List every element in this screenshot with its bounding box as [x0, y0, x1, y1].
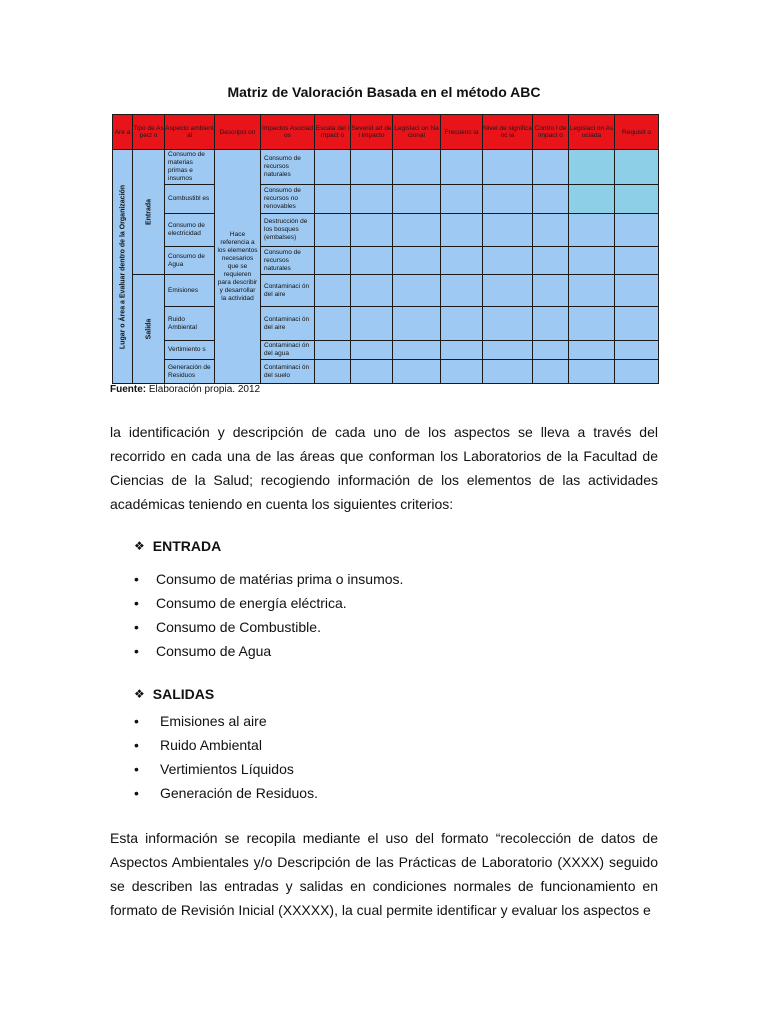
- intro-paragraph: la identificación y descripción de cada uno de los aspectos se lleva a través del recorrido en cada una de las áreas que conforman los Laboratorios de la Facultad de Ciencias de la Salud; recogiendo información de los elementos de las actividades académicas teniendo en cuenta los siguientes criterios:: [110, 424, 658, 512]
- header-cell-control-impacto: Contro l de impact o: [533, 115, 569, 150]
- list-item-text: Consumo de Agua: [156, 643, 272, 659]
- value-cell: [315, 214, 351, 247]
- bullet-dot-icon: •: [134, 571, 139, 587]
- value-cell: [315, 307, 351, 341]
- impact-cell: Contaminaci ón del suelo: [261, 360, 315, 384]
- table-row: [113, 150, 659, 185]
- value-cell: [615, 275, 659, 307]
- value-cell: [315, 360, 351, 384]
- value-cell: [533, 275, 569, 307]
- description-cell: Hace referencia a los elementos necesarios que se requieren para describir y desarrollar la actividad: [215, 150, 261, 384]
- value-cell: [483, 247, 533, 275]
- source-label: Fuente:: [110, 384, 147, 395]
- closing-paragraph: Esta información se recopila mediante el uso del formato “recolección de datos de Aspectos Ambientales y/o Descripción de las Prácticas de Laboratorio (XXXX) seguido se describen las entradas y salidas en condiciones normales de funcionamiento en formato de Revisión Inicial (XXXXX), la cual permite identificar y evaluar los aspectos e: [110, 830, 658, 918]
- value-cell: [393, 275, 441, 307]
- list-item-text: Consumo de Combustible.: [156, 619, 321, 635]
- value-cell: [351, 214, 393, 247]
- list-item-text: Consumo de energía eléctrica.: [156, 595, 347, 611]
- value-cell: [441, 341, 483, 360]
- value-cell: [569, 214, 615, 247]
- table-header-row: [113, 115, 659, 150]
- tipo-entrada-label: Entrada: [145, 198, 152, 226]
- value-cell: [569, 150, 615, 185]
- tipo-salida-cell: [133, 275, 165, 384]
- bullet-dot-icon: •: [134, 761, 139, 777]
- aspect-cell: Consumo de electricidad: [165, 214, 215, 247]
- value-cell: [393, 150, 441, 185]
- value-cell: [483, 150, 533, 185]
- value-cell: [351, 275, 393, 307]
- value-cell: [615, 185, 659, 214]
- value-cell: [441, 247, 483, 275]
- value-cell: [351, 185, 393, 214]
- bullet-dot-icon: •: [134, 595, 139, 611]
- value-cell: [351, 247, 393, 275]
- table-row: [113, 214, 659, 247]
- aspect-cell: Consumo de Agua: [165, 247, 215, 275]
- value-cell: [315, 185, 351, 214]
- source-text: Elaboración propia. 2012: [146, 384, 261, 395]
- value-cell: [569, 275, 615, 307]
- impact-cell: Consumo de recursos naturales: [261, 247, 315, 275]
- value-cell: [441, 307, 483, 341]
- value-cell: [441, 275, 483, 307]
- value-cell: [441, 185, 483, 214]
- value-cell: [615, 341, 659, 360]
- value-cell: [533, 360, 569, 384]
- value-cell: [315, 275, 351, 307]
- value-cell: [533, 341, 569, 360]
- value-cell: [393, 247, 441, 275]
- diamond-bullet-icon: ❖: [134, 687, 145, 701]
- value-cell: [441, 360, 483, 384]
- value-cell: [483, 214, 533, 247]
- value-cell: [533, 247, 569, 275]
- header-cell-escala: Escala del impact o: [315, 115, 351, 150]
- table-title: Matriz de Valoración Basada en el método ABC: [227, 84, 541, 100]
- table-row: [113, 307, 659, 341]
- value-cell: [393, 185, 441, 214]
- table-row: [113, 341, 659, 360]
- tipo-entrada-cell: [133, 150, 165, 275]
- list-item-text: Consumo de matérias prima o insumos.: [156, 571, 404, 587]
- value-cell: [483, 307, 533, 341]
- value-cell: [569, 185, 615, 214]
- value-cell: [351, 341, 393, 360]
- section-heading-entrada: [134, 538, 221, 554]
- table-row: [113, 185, 659, 214]
- aspect-cell: Vertimiento s: [165, 341, 215, 360]
- aspect-cell: Generación de Residuos: [165, 360, 215, 384]
- aspect-cell: Combustibl es: [165, 185, 215, 214]
- value-cell: [533, 185, 569, 214]
- value-cell: [483, 341, 533, 360]
- header-cell-tipo-aspecto: Tipo de Aspect o: [133, 115, 165, 150]
- header-cell-legislacion-asociada: Legislaci on Asociada: [569, 115, 615, 150]
- list-item-text: Vertimientos Líquidos: [160, 761, 294, 777]
- abc-valuation-matrix: [112, 114, 659, 384]
- value-cell: [483, 275, 533, 307]
- section-heading-text: SALIDAS: [152, 686, 215, 702]
- bullet-dot-icon: •: [134, 713, 139, 729]
- impact-cell: Destrucción de los bosques (embalses): [261, 214, 315, 247]
- diamond-bullet-icon: ❖: [134, 539, 145, 553]
- value-cell: [615, 247, 659, 275]
- value-cell: [615, 307, 659, 341]
- impact-cell: Consumo de recursos naturales: [261, 150, 315, 185]
- value-cell: [393, 307, 441, 341]
- header-cell-frecuencia: Frecuenc ia: [441, 115, 483, 150]
- value-cell: [483, 360, 533, 384]
- value-cell: [351, 360, 393, 384]
- table-source: [110, 384, 260, 395]
- value-cell: [569, 307, 615, 341]
- value-cell: [483, 185, 533, 214]
- value-cell: [533, 307, 569, 341]
- list-item-text: Ruido Ambiental: [160, 737, 262, 753]
- value-cell: [441, 150, 483, 185]
- section-heading-salidas: [134, 686, 214, 702]
- bullet-dot-icon: •: [134, 619, 139, 635]
- section-heading-text: ENTRADA: [152, 538, 222, 554]
- header-cell-impactos: Impactos Asociados: [261, 115, 315, 150]
- value-cell: [393, 214, 441, 247]
- value-cell: [315, 341, 351, 360]
- header-cell-aspecto-ambiental: Aspecto ambiental: [165, 115, 215, 150]
- value-cell: [615, 150, 659, 185]
- value-cell: [441, 214, 483, 247]
- table-row: [113, 360, 659, 384]
- bullet-dot-icon: •: [134, 643, 139, 659]
- value-cell: [533, 150, 569, 185]
- header-cell-nivel-significancia: Nivel de significanc ia: [483, 115, 533, 150]
- impact-cell: Consumo de recursos no renovables: [261, 185, 315, 214]
- value-cell: [569, 341, 615, 360]
- value-cell: [569, 360, 615, 384]
- list-item-text: Generación de Residuos.: [160, 785, 318, 801]
- value-cell: [315, 247, 351, 275]
- header-cell-severidad: Severid ad del impacto: [351, 115, 393, 150]
- header-cell-descripcion: Descripci on: [215, 115, 261, 150]
- list-item-text: Emisiones al aire: [160, 713, 267, 729]
- bullet-dot-icon: •: [134, 785, 139, 801]
- value-cell: [615, 214, 659, 247]
- value-cell: [615, 360, 659, 384]
- aspect-cell: Ruido Ambiental: [165, 307, 215, 341]
- value-cell: [351, 307, 393, 341]
- impact-cell: Contaminaci ón del aire: [261, 307, 315, 341]
- bullet-dot-icon: •: [134, 737, 139, 753]
- area-cell: [113, 150, 133, 384]
- table-row: [113, 247, 659, 275]
- header-cell-area: Are a: [113, 115, 133, 150]
- value-cell: [315, 150, 351, 185]
- value-cell: [533, 214, 569, 247]
- value-cell: [569, 247, 615, 275]
- impact-cell: Contaminaci ón del aire: [261, 275, 315, 307]
- area-label: Lugar o Área a Evaluar dentro de la Organización: [119, 184, 126, 349]
- table-row: [113, 275, 659, 307]
- header-cell-requisito: Requisit o: [615, 115, 659, 150]
- aspect-cell: Consumo de materias primas e insumos: [165, 150, 215, 185]
- value-cell: [393, 341, 441, 360]
- impact-cell: Contaminaci ón del agua: [261, 341, 315, 360]
- tipo-salida-label: Salida: [145, 318, 152, 340]
- aspect-cell: Emisiones: [165, 275, 215, 307]
- value-cell: [351, 150, 393, 185]
- header-cell-legislacion-nacional: Legislaci on Nacional: [393, 115, 441, 150]
- value-cell: [393, 360, 441, 384]
